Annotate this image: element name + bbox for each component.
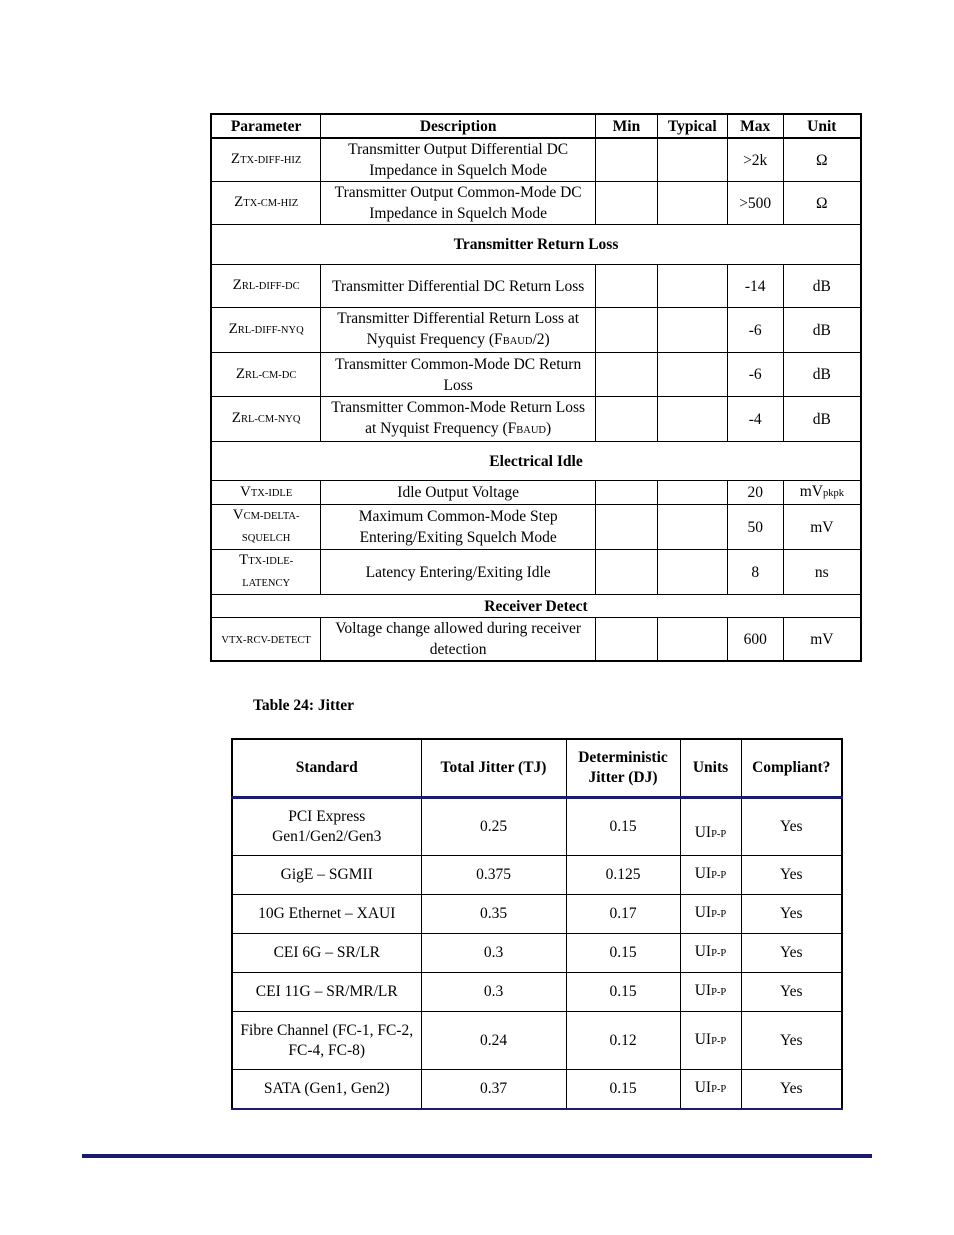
min-cell	[596, 353, 658, 397]
units-cell: UIP-P	[680, 1012, 741, 1070]
section-title: Transmitter Return Loss	[211, 225, 861, 265]
max-cell: >500	[727, 182, 783, 225]
table-row	[232, 1012, 842, 1070]
units-cell: UIP-P	[680, 895, 741, 934]
column-header: Max	[727, 114, 783, 138]
table-row	[211, 265, 861, 308]
table-row	[232, 798, 842, 856]
table-row	[211, 353, 861, 397]
table-row	[211, 308, 861, 353]
compliant-cell: Yes	[741, 973, 842, 1012]
table-caption: Table 24: Jitter	[253, 697, 355, 714]
standard-cell: PCI Express Gen1/Gen2/Gen3	[232, 798, 421, 856]
section-title: Receiver Detect	[211, 595, 861, 618]
typical-cell	[657, 138, 727, 182]
max-cell: -4	[727, 397, 783, 442]
typical-cell	[657, 550, 727, 595]
max-cell: -14	[727, 265, 783, 308]
dj-cell: 0.15	[566, 973, 680, 1012]
unit-cell: ns	[783, 550, 861, 595]
typical-cell	[657, 182, 727, 225]
typical-cell	[657, 265, 727, 308]
max-cell: 600	[727, 618, 783, 662]
description-cell: Transmitter Output Differential DC Impedance in Squelch Mode	[321, 138, 596, 182]
column-header: Deterministic Jitter (DJ)	[566, 739, 680, 798]
tj-cell: 0.3	[421, 934, 566, 973]
dj-cell: 0.12	[566, 1012, 680, 1070]
compliant-cell: Yes	[741, 798, 842, 856]
units-cell: UIP-P	[680, 973, 741, 1012]
table-header-row	[232, 739, 842, 798]
description-cell: Transmitter Differential Return Loss at Nyquist Frequency (FBAUD/2)	[321, 308, 596, 353]
max-cell: -6	[727, 353, 783, 397]
min-cell	[596, 397, 658, 442]
typical-cell	[657, 308, 727, 353]
dj-cell: 0.17	[566, 895, 680, 934]
compliant-cell: Yes	[741, 934, 842, 973]
unit-cell: dB	[783, 308, 861, 353]
table-row	[232, 973, 842, 1012]
units-cell: UIP-P	[680, 934, 741, 973]
typical-cell	[657, 618, 727, 662]
parameter-cell: TTX-IDLE-LATENCY	[211, 550, 321, 595]
standard-cell: CEI 11G – SR/MR/LR	[232, 973, 421, 1012]
description-cell: Transmitter Differential DC Return Loss	[321, 265, 596, 308]
table-row	[211, 397, 861, 442]
description-cell: Transmitter Output Common-Mode DC Impedance in Squelch Mode	[321, 182, 596, 225]
parameter-cell: ZRL-DIFF-DC	[211, 265, 321, 308]
standard-cell: Fibre Channel (FC-1, FC-2, FC-4, FC-8)	[232, 1012, 421, 1070]
footer-divider	[82, 1154, 872, 1158]
typical-cell	[657, 353, 727, 397]
column-header: Min	[596, 114, 658, 138]
max-cell: 50	[727, 505, 783, 550]
table-row	[232, 895, 842, 934]
table-row	[232, 856, 842, 895]
min-cell	[596, 138, 658, 182]
max-cell: 20	[727, 481, 783, 505]
typical-cell	[657, 397, 727, 442]
standard-cell: 10G Ethernet – XAUI	[232, 895, 421, 934]
description-cell: Idle Output Voltage	[321, 481, 596, 505]
table-row	[211, 182, 861, 225]
min-cell	[596, 308, 658, 353]
standard-cell: GigE – SGMII	[232, 856, 421, 895]
section-row	[211, 225, 861, 265]
parameter-cell: ZTX-CM-HIZ	[211, 182, 321, 225]
jitter-table	[231, 738, 843, 1110]
typical-cell	[657, 481, 727, 505]
description-cell: Latency Entering/Exiting Idle	[321, 550, 596, 595]
standard-cell: CEI 6G – SR/LR	[232, 934, 421, 973]
parameter-cell: ZTX-DIFF-HIZ	[211, 138, 321, 182]
min-cell	[596, 550, 658, 595]
unit-cell: dB	[783, 353, 861, 397]
dj-cell: 0.125	[566, 856, 680, 895]
min-cell	[596, 182, 658, 225]
min-cell	[596, 481, 658, 505]
unit-cell: mV	[783, 505, 861, 550]
description-cell: Transmitter Common-Mode DC Return Loss	[321, 353, 596, 397]
column-header: Unit	[783, 114, 861, 138]
max-cell: -6	[727, 308, 783, 353]
compliant-cell: Yes	[741, 856, 842, 895]
units-cell: UIP-P	[680, 856, 741, 895]
unit-cell: Ω	[783, 138, 861, 182]
description-cell: Maximum Common-Mode Step Entering/Exiting Squelch Mode	[321, 505, 596, 550]
column-header: Description	[321, 114, 596, 138]
table-row	[211, 481, 861, 505]
compliant-cell: Yes	[741, 895, 842, 934]
description-cell: Transmitter Common-Mode Return Loss at Nyquist Frequency (FBAUD)	[321, 397, 596, 442]
tj-cell: 0.3	[421, 973, 566, 1012]
table-row	[232, 1070, 842, 1109]
dj-cell: 0.15	[566, 1070, 680, 1109]
description-cell: Voltage change allowed during receiver detection	[321, 618, 596, 662]
table-row	[211, 505, 861, 550]
column-header: Typical	[657, 114, 727, 138]
tj-cell: 0.37	[421, 1070, 566, 1109]
dj-cell: 0.15	[566, 798, 680, 856]
max-cell: >2k	[727, 138, 783, 182]
column-header: Units	[680, 739, 741, 798]
column-header: Parameter	[211, 114, 321, 138]
unit-cell: mVpkpk	[783, 481, 861, 505]
min-cell	[596, 618, 658, 662]
unit-cell: mV	[783, 618, 861, 662]
tj-cell: 0.24	[421, 1012, 566, 1070]
parameter-cell: VCM-DELTA-SQUELCH	[211, 505, 321, 550]
units-cell: UIP-P	[680, 798, 741, 856]
tj-cell: 0.35	[421, 895, 566, 934]
standard-cell: SATA (Gen1, Gen2)	[232, 1070, 421, 1109]
parameter-cell: ZRL-DIFF-NYQ	[211, 308, 321, 353]
parameter-cell: VTX-RCV-DETECT	[211, 618, 321, 662]
min-cell	[596, 505, 658, 550]
typical-cell	[657, 505, 727, 550]
section-row	[211, 595, 861, 618]
parameter-cell: VTX-IDLE	[211, 481, 321, 505]
column-header: Compliant?	[741, 739, 842, 798]
column-header: Total Jitter (TJ)	[421, 739, 566, 798]
max-cell: 8	[727, 550, 783, 595]
compliant-cell: Yes	[741, 1070, 842, 1109]
dj-cell: 0.15	[566, 934, 680, 973]
column-header: Standard	[232, 739, 421, 798]
parameter-cell: ZRL-CM-DC	[211, 353, 321, 397]
tj-cell: 0.375	[421, 856, 566, 895]
section-row	[211, 442, 861, 481]
compliant-cell: Yes	[741, 1012, 842, 1070]
min-cell	[596, 265, 658, 308]
table-row	[232, 934, 842, 973]
units-cell: UIP-P	[680, 1070, 741, 1109]
unit-cell: Ω	[783, 182, 861, 225]
section-title: Electrical Idle	[211, 442, 861, 481]
unit-cell: dB	[783, 265, 861, 308]
electrical-spec-table	[210, 113, 862, 662]
table-row	[211, 618, 861, 662]
unit-cell: dB	[783, 397, 861, 442]
table-row	[211, 550, 861, 595]
tj-cell: 0.25	[421, 798, 566, 856]
parameter-cell: ZRL-CM-NYQ	[211, 397, 321, 442]
table-row	[211, 138, 861, 182]
table-header-row	[211, 114, 861, 138]
